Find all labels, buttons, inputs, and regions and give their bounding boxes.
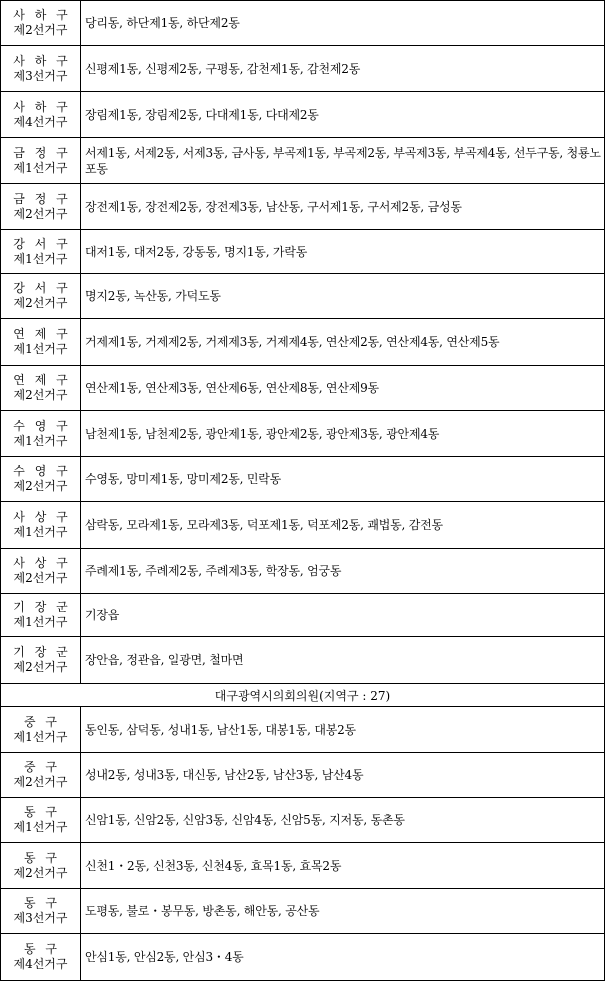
dong-list-cell: 거제제1동, 거제제2동, 거제제3동, 거제제4동, 연산제2동, 연산제4동, 연산제5동 (81, 319, 605, 366)
dong-list-cell: 동인동, 삼덕동, 성내1동, 남산1동, 대봉1동, 대봉2동 (81, 707, 605, 753)
table-row (1, 319, 605, 366)
dong-list-cell: 서제1동, 서제2동, 서제3동, 금사동, 부곡제1동, 부곡제2동, 부곡제3동, 부곡제4동, 선두구동, 청룡노포동 (81, 138, 605, 184)
table-row (1, 411, 605, 457)
constituency-name-cell (1, 366, 81, 411)
district-name: 동 구 (24, 896, 60, 910)
district-name: 강 서 구 (13, 236, 71, 251)
table-row (1, 889, 605, 934)
busan-rows (1, 1, 605, 684)
dong-list-cell: 대저1동, 대저2동, 강동동, 명지1동, 가락동 (81, 230, 605, 274)
constituency-number: 제2선거구 (13, 23, 68, 37)
constituency-number: 제2선거구 (13, 571, 68, 585)
table-row (1, 274, 605, 319)
district-name: 사 상 구 (13, 556, 71, 570)
district-name: 사 하 구 (13, 53, 71, 68)
table-row (1, 366, 605, 411)
dong-list-cell: 연산제1동, 연산제3동, 연산제6동, 연산제8동, 연산제9동 (81, 366, 605, 411)
table-row (1, 457, 605, 502)
table-row (1, 1, 605, 46)
district-name: 기 장 군 (13, 645, 71, 659)
dong-list-cell: 도평동, 불로・봉무동, 방촌동, 해안동, 공산동 (81, 889, 605, 934)
dong-list-cell: 당리동, 하단제1동, 하단제2동 (81, 1, 605, 46)
table-row (1, 594, 605, 637)
dong-list-cell: 장림제1동, 장림제2동, 다대제1동, 다대제2동 (81, 92, 605, 138)
table-row (1, 707, 605, 753)
constituency-number: 제1선거구 (13, 251, 68, 266)
constituency-number: 제2선거구 (13, 865, 68, 880)
constituency-number: 제3선거구 (13, 911, 68, 925)
constituency-name-cell (1, 1, 81, 46)
constituency-name-cell (1, 934, 81, 981)
constituency-name-cell (1, 798, 81, 843)
dong-list-cell: 남천제1동, 남천제2동, 광안제1동, 광안제2동, 광안제3동, 광안제4동 (81, 411, 605, 457)
district-name: 동 구 (24, 805, 60, 819)
dong-list-cell: 명지2동, 녹산동, 가덕도동 (81, 274, 605, 319)
constituency-number: 제2선거구 (13, 388, 68, 402)
table-row (1, 798, 605, 843)
constituency-name-cell (1, 184, 81, 230)
dong-list-cell: 주례제1동, 주례제2동, 주례제3동, 학장동, 엄궁동 (81, 549, 605, 594)
dong-list-cell: 수영동, 망미제1동, 망미제2동, 민락동 (81, 457, 605, 502)
district-name: 중 구 (24, 714, 60, 729)
constituency-number: 제1선거구 (13, 525, 68, 539)
district-name: 수 영 구 (13, 418, 71, 433)
dong-list-cell: 신천1・2동, 신천3동, 신천4동, 효목1동, 효목2동 (81, 843, 605, 889)
constituency-name-cell (1, 411, 81, 457)
table-row (1, 549, 605, 594)
constituency-name-cell (1, 549, 81, 594)
section-header-row (1, 684, 605, 707)
dong-list-cell: 장안읍, 정관읍, 일광면, 철마면 (81, 637, 605, 684)
district-name: 금 정 구 (13, 145, 71, 160)
district-name: 기 장 군 (13, 600, 71, 614)
dong-list-cell: 성내2동, 성내3동, 대신동, 남산2동, 남산3동, 남산4동 (81, 753, 605, 798)
table-row (1, 637, 605, 684)
constituency-name-cell (1, 92, 81, 138)
constituency-name-cell (1, 637, 81, 684)
table-row (1, 138, 605, 184)
district-name: 사 상 구 (13, 510, 71, 524)
constituency-name-cell (1, 138, 81, 184)
table-row (1, 92, 605, 138)
table-row (1, 184, 605, 230)
district-name: 강 서 구 (13, 281, 71, 295)
district-name: 연 제 구 (13, 373, 71, 387)
dong-list-cell: 기장읍 (81, 594, 605, 637)
district-name: 동 구 (24, 942, 60, 956)
constituency-number: 제1선거구 (13, 729, 68, 744)
district-name: 동 구 (24, 850, 60, 865)
constituency-name-cell (1, 753, 81, 798)
table-row (1, 502, 605, 549)
constituency-number: 제2선거구 (13, 775, 68, 789)
district-name: 금 정 구 (13, 191, 71, 206)
table-row (1, 843, 605, 889)
constituency-name-cell (1, 274, 81, 319)
table-row (1, 753, 605, 798)
constituency-number: 제2선거구 (13, 296, 68, 310)
dong-list-cell: 삼락동, 모라제1동, 모라제3동, 덕포제1동, 덕포제2동, 괘법동, 감전동 (81, 502, 605, 549)
constituency-number: 제1선거구 (13, 820, 68, 834)
constituency-number: 제1선거구 (13, 615, 68, 629)
constituency-number: 제4선거구 (13, 114, 68, 129)
district-name: 사 하 구 (13, 99, 71, 114)
table-row (1, 934, 605, 981)
constituency-number: 제3선거구 (13, 68, 68, 83)
constituency-number: 제2선거구 (13, 479, 68, 493)
dong-list-cell: 장전제1동, 장전제2동, 장전제3동, 남산동, 구서제1동, 구서제2동, 금성동 (81, 184, 605, 230)
daegu-rows (1, 707, 605, 981)
section-title: 대구광역시의회의원(지역구 : 27) (1, 684, 605, 707)
constituency-name-cell (1, 843, 81, 889)
constituency-name-cell (1, 457, 81, 502)
constituency-name-cell (1, 46, 81, 92)
constituency-name-cell (1, 594, 81, 637)
dong-list-cell: 안심1동, 안심2동, 안심3・4동 (81, 934, 605, 981)
constituency-name-cell (1, 889, 81, 934)
constituency-number: 제4선거구 (13, 957, 68, 971)
district-name: 연 제 구 (13, 327, 71, 341)
table-row (1, 684, 605, 707)
district-name: 사 하 구 (13, 8, 71, 22)
constituency-number: 제2선거구 (13, 206, 68, 221)
dong-list-cell: 신암1동, 신암2동, 신암3동, 신암4동, 신암5동, 지저동, 동촌동 (81, 798, 605, 843)
constituency-name-cell (1, 707, 81, 753)
constituency-name-cell (1, 319, 81, 366)
district-name: 중 구 (24, 760, 60, 774)
district-name: 수 영 구 (13, 464, 71, 478)
constituency-number: 제1선거구 (13, 160, 68, 175)
table-row (1, 46, 605, 92)
constituency-number: 제2선거구 (13, 660, 68, 674)
constituency-number: 제1선거구 (13, 433, 68, 448)
constituency-number: 제1선거구 (13, 342, 68, 356)
constituency-name-cell (1, 230, 81, 274)
dong-list-cell: 신평제1동, 신평제2동, 구평동, 감천제1동, 감천제2동 (81, 46, 605, 92)
table-row (1, 230, 605, 274)
constituency-name-cell (1, 502, 81, 549)
